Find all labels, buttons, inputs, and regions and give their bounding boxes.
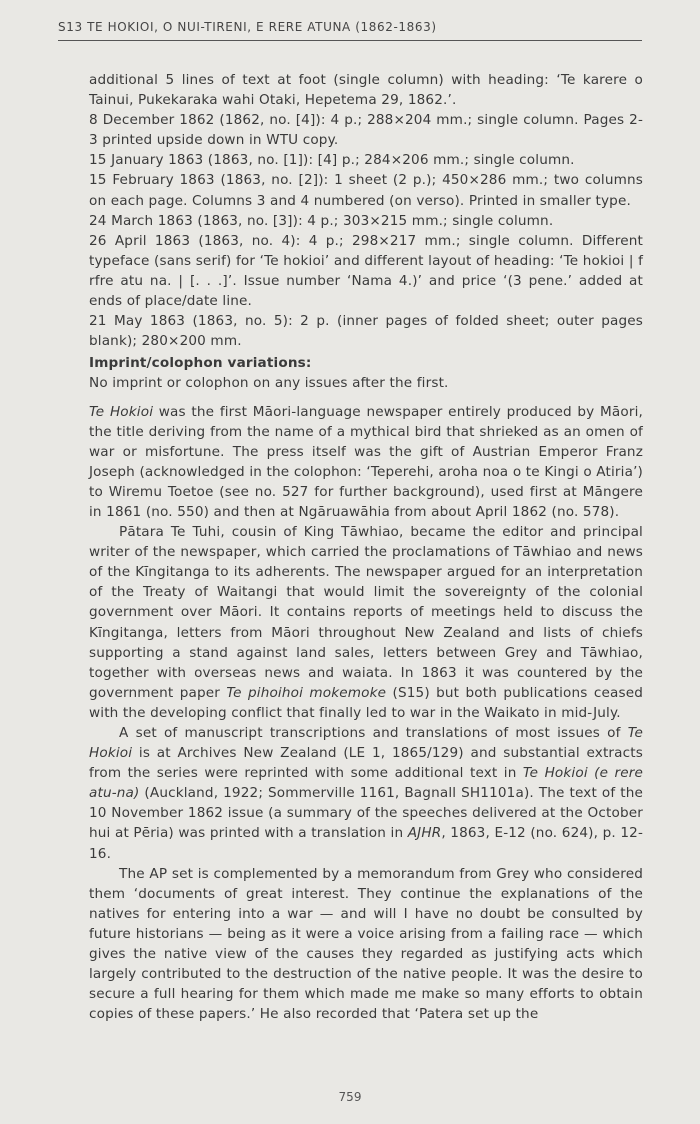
- imprint-heading: Imprint/colophon variations:: [89, 355, 312, 372]
- paragraph-3-text: A set of manuscript transcriptions and translations of most issues of: [119, 725, 628, 741]
- issue-line: 24 March 1863 (1863, no. [3]): 4 p.; 303×215 mm.; single column.: [89, 212, 554, 229]
- paragraph-2-title: Te pihoihoi mokemoke: [226, 684, 387, 701]
- paragraph-3-title: Te Hokioi: [89, 725, 643, 762]
- paragraph-2: [89, 522, 643, 723]
- issue-line: 26 April 1863 (1863, no. 4): 4 p.; 298×217 mm.; single column. Different typeface (sans serif) for ‘Te hokioi’ and different layout of heading: ‘Te hokioi | f rfre atu na. | [. . .]’. Issue number ‘Nama 4.)’ and price ‘(3 pene.’ added at ends of place/date line.: [89, 232, 643, 310]
- paragraph-2-text-end: (S15) but both publications ceased with the developing conflict that finally led to war in the Waikato in mid-July.: [89, 684, 643, 721]
- paragraph-3: [89, 723, 643, 864]
- issue-line: 8 December 1862 (1862, no. [4]): 4 p.; 288×204 mm.; single column. Pages 2-3 printed upside down in WTU copy.: [89, 112, 643, 149]
- issue-line: 15 February 1863 (1863, no. [2]): 1 sheet (2 p.); 450×286 mm.; two columns on each page. Columns 3 and 4 numbered (on verso). Printed in smaller type.: [89, 172, 643, 209]
- paragraph-3-title: AJHR: [407, 825, 442, 842]
- issue-line: 15 January 1863 (1863, no. [1]): [4] p.; 284×206 mm.; single column.: [89, 152, 575, 169]
- newspaper-title: Te Hokioi: [89, 403, 154, 420]
- entry-text: [89, 70, 643, 1024]
- paragraph-3-text: , 1863, E-12 (no. 624), p. 12-16.: [89, 825, 644, 862]
- paragraph-4: The AP set is complemented by a memorandum from Grey who considered them ‘documents of great interest. They continue the explanations of the natives for entering into a war — and will I have no doubt be consulted by future historians — being as it were a voice arising from a failing race — which gives the native view of the causes they regarded as justifying acts which largely contributed to the destruction of the native people. It was the desire to secure a full hearing for them which made me make so many efforts to obtain copies of these papers.’ He also recorded that ‘Patera set up the: [89, 865, 643, 1023]
- paragraph-3-text: (Auckland, 1922; Sommerville 1161, Bagnall SH1101a). The text of the 10 November 1862 issue (a summary of the speeches delivered at the October hui at Pēria) was printed with a translation in: [89, 785, 643, 842]
- paragraph-2-text: Pātara Te Tuhi, cousin of King Tāwhiao, became the editor and principal writer of the newspaper, which carried the proclamations of Tāwhiao and news of the Kīngitanga to its adherents. The newspaper argued for an interpretation of the Treaty of Waitangi that would limit the sovereignty of the colonial government over Māori. It contains reports of meetings held to discuss the Kīngitanga, letters from Māori throughout New Zealand and lists of chiefs supporting a stand against land sales, letters between Grey and Tāwhiao, together with overseas news and waiata. In 1863 it was countered by the government paper: [89, 524, 643, 701]
- paragraph-3-text: is at Archives New Zealand (LE 1, 1865/129) and substantial extracts from the series were reprinted with some additional text in: [89, 745, 643, 782]
- paragraph-3-title: Te Hokioi (e rere atu-na): [89, 765, 643, 802]
- issue-line: additional 5 lines of text at foot (single column) with heading: ‘Te karere o Tainui, Pukekaraka wahi Otaki, Hepetema 29, 1862.’.: [89, 72, 643, 109]
- issue-line: 21 May 1863 (1863, no. 5): 2 p. (inner pages of folded sheet; outer pages blank); 280×200 mm.: [89, 313, 643, 350]
- running-head: S13 TE HOKIOI, O NUI-TIRENI, E RERE ATUNA (1862-1863): [58, 20, 642, 41]
- imprint-text: No imprint or colophon on any issues after the first.: [89, 375, 449, 392]
- paragraph-1: [89, 402, 643, 523]
- page-number: 759: [338, 1090, 362, 1104]
- paragraph-1-text: was the first Māori-language newspaper entirely produced by Māori, the title deriving from the name of a mythical bird that shrieked as an omen of war or misfortune. The press itself was the gift of Austrian Emperor Franz Joseph (acknowledged in the colophon: ‘Teperehi, aroha noa o te Kingi o Atiria’) to Wiremu Toetoe (see no. 527 for further background), used first at Māngere in 1861 (no. 550) and then at Ngāruawāhia from about April 1862 (no. 578).: [89, 403, 643, 520]
